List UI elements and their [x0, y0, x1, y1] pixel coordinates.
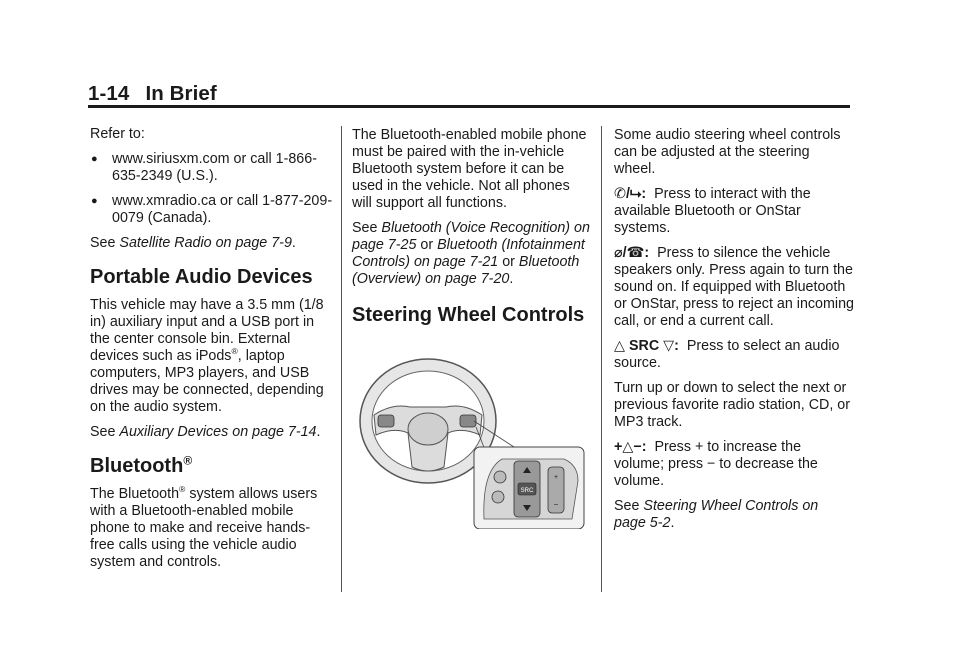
- bluetooth-paragraph: The Bluetooth® system allows users with a Bluetooth-enabled mobile phone to make and receive hands-free calls using the vehicle audio system and controls.: [90, 484, 318, 570]
- bullet-text: www.xmradio.ca or call 1-877-209-0079 (Canada).: [112, 193, 333, 226]
- controls-closeup: [474, 447, 584, 529]
- cross-reference: Bluetooth (Overview) on page 7-20: [352, 254, 580, 287]
- src-turn-paragraph: Turn up or down to select the next or previous favorite radio station, CD, or MP3 track.: [614, 380, 851, 430]
- refer-to-text: Refer to:: [90, 126, 145, 142]
- svg-text:−: −: [553, 500, 559, 509]
- bluetooth-pairing-paragraph: The Bluetooth-enabled mobile phone must be paired with the in-vehicle Bluetooth system before it can be used in the vehicle. Not all phones will support all functions.: [352, 127, 587, 211]
- mute-icon: ⌀: [614, 245, 623, 261]
- control-volume: +△−: Press + to increase the volume; press − to decrease the volume.: [614, 439, 818, 489]
- control-mute: ⌀/☎: Press to silence the vehicle speakers only. Press again to turn the sound on. If equipped with Bluetooth or OnStar, press to reject an incoming call, or end a current call.: [614, 245, 854, 329]
- see-reference: See Bluetooth (Voice Recognition) on page 7-25 or Bluetooth (Infotainment Controls) on page 7-21 or Bluetooth (Overview) on page 7-20.: [352, 220, 590, 287]
- page-number: 1-14: [88, 82, 130, 105]
- page-header: [88, 82, 217, 106]
- column-3: [614, 127, 854, 540]
- control-phone: ✆/⮡: Press to interact with the available Bluetooth or OnStar systems.: [614, 186, 811, 236]
- heading-portable-audio: Portable Audio Devices: [90, 266, 313, 288]
- bullet-icon: ●: [91, 195, 98, 207]
- header-rule: [88, 105, 850, 108]
- down-arrow-icon: ▽: [663, 338, 675, 354]
- see-reference: See Steering Wheel Controls on page 5-2.: [614, 498, 819, 531]
- voice-icon: ⮡: [629, 186, 642, 202]
- heading-steering-wheel: Steering Wheel Controls: [352, 304, 585, 326]
- phone-icon: ✆: [614, 186, 626, 202]
- column-2: [352, 127, 590, 534]
- column-divider: [601, 126, 602, 592]
- cross-reference: Satellite Radio on page 7-9: [119, 235, 292, 251]
- hang-up-icon: ☎: [626, 245, 645, 261]
- up-arrow-icon: △: [614, 338, 625, 354]
- portable-paragraph: This vehicle may have a 3.5 mm (1/8 in) auxiliary input and a USB port in the center console bin. External devices such as iPods®, laptop computers, MP3 players, and USB drives may be connected, depending on the audio system.: [90, 297, 324, 415]
- see-reference: See Satellite Radio on page 7-9.: [90, 235, 296, 251]
- cross-reference: Bluetooth (Infotainment Controls) on page 7-21: [352, 237, 585, 270]
- bullet-text: www.siriusxm.com or call 1-866-635-2349 (U.S.).: [112, 151, 317, 184]
- see-reference: See Auxiliary Devices on page 7-14.: [90, 424, 321, 440]
- section-title: In Brief: [145, 82, 217, 105]
- cross-reference: Steering Wheel Controls on page 5-2: [614, 498, 819, 531]
- cross-reference: Auxiliary Devices on page 7-14: [119, 424, 317, 440]
- cross-reference: Bluetooth (Voice Recognition) on page 7-25: [352, 220, 590, 253]
- bullet-icon: ●: [91, 153, 98, 165]
- src-button-label: SRC: [520, 488, 534, 494]
- volume-icon: △: [622, 439, 634, 455]
- list-item: [90, 193, 334, 227]
- column-1: [90, 126, 334, 579]
- steering-wheel-illustration: [352, 349, 592, 529]
- control-src: △ SRC ▽: Press to select an audio source.: [614, 338, 840, 371]
- svg-text:+: +: [553, 474, 559, 481]
- column-divider: [341, 126, 342, 592]
- list-item: [90, 151, 334, 185]
- controls-intro: Some audio steering wheel controls can be adjusted at the steering wheel.: [614, 127, 841, 177]
- heading-bluetooth: Bluetooth®: [90, 453, 193, 477]
